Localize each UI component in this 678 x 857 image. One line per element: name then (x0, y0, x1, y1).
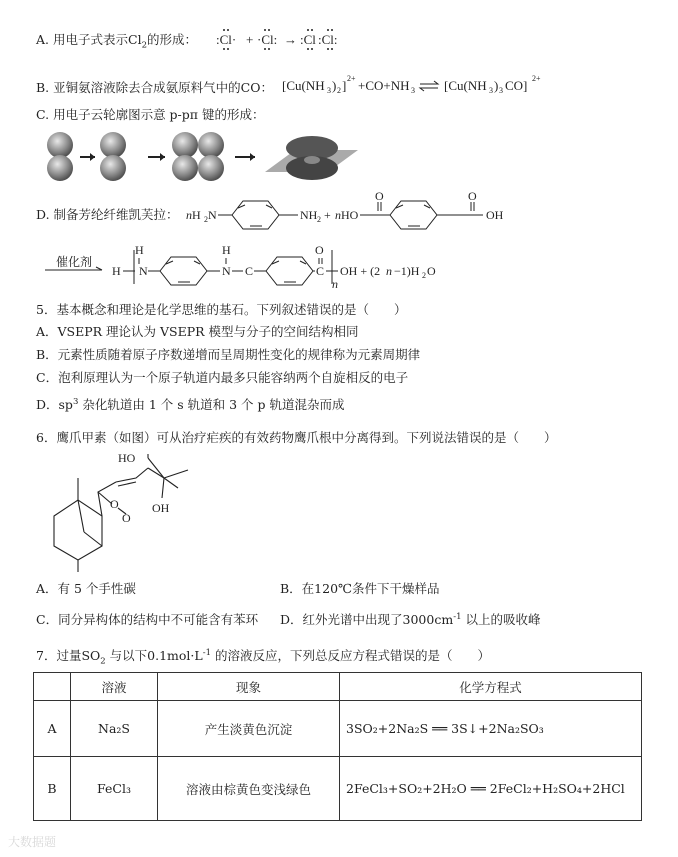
table-header-row (34, 673, 642, 701)
svg-text:N: N (208, 208, 217, 222)
svg-text:3: 3 (489, 86, 493, 95)
yingzhaosu-structure (38, 448, 218, 576)
q7-sub: 2 (100, 656, 106, 667)
svg-text:→: → (284, 32, 297, 47)
option-c (36, 107, 264, 123)
svg-text:[Cu(NH: [Cu(NH (444, 78, 487, 93)
svg-text:): ) (494, 78, 499, 93)
q6-d-sup: -1 (453, 611, 462, 622)
svg-text:+: + (246, 32, 254, 47)
option-a-label: A. (36, 32, 50, 47)
row-solution: Na₂S (71, 701, 158, 757)
svg-text:CO]: CO] (505, 78, 528, 93)
table-header: 现象 (158, 673, 340, 701)
svg-text:O: O (375, 189, 384, 203)
svg-text:C: C (316, 264, 325, 278)
q6-stem: 6．鹰爪甲素（如图）可从治疗疟疾的有效药物鹰爪根中分离得到。下列说法错误的是（ ） (36, 430, 557, 445)
svg-text:H: H (222, 243, 231, 257)
q5-option-c: C．泡利原理认为一个原子轨道内最多只能容纳两个自旋相反的电子 (36, 370, 409, 385)
row-label: A (34, 701, 71, 757)
option-b-text: 亚铜氨溶液除去合成氨原料气中的CO： (53, 80, 273, 95)
svg-text:H: H (112, 264, 121, 278)
svg-text:2: 2 (317, 215, 321, 224)
svg-text:nHO: nHO (335, 208, 359, 222)
svg-text:n: n (386, 264, 392, 278)
q5-option-b: B．元素性质随着原子序数递增而呈周期性变化的规律称为元素周期律 (36, 347, 421, 362)
svg-text:H: H (135, 243, 144, 257)
svg-text:−1)H: −1)H (394, 264, 420, 278)
q7-pre: 7．过量SO (36, 648, 101, 663)
q5-d-pre: D．sp (36, 397, 73, 412)
svg-text:2: 2 (204, 215, 208, 224)
option-a-sub: 2 (141, 40, 147, 51)
svg-text:O: O (468, 189, 477, 203)
q5-stem: 5．基本概念和理论是化学思维的基石。下列叙述错误的是（ ） (36, 302, 407, 317)
row-phenomenon: 产生淡黄色沉淀 (158, 701, 340, 757)
table-header (34, 673, 71, 701)
svg-text:]: ] (342, 78, 347, 93)
option-c-label: C. (36, 107, 50, 122)
svg-text:NH: NH (300, 208, 318, 222)
svg-text:2: 2 (422, 271, 426, 280)
table-row (34, 757, 642, 821)
row-label: B (34, 757, 71, 821)
svg-text:C: C (245, 264, 254, 278)
svg-text:N: N (222, 264, 231, 278)
svg-text:3: 3 (327, 86, 331, 95)
svg-text:2+: 2+ (347, 74, 356, 83)
svg-text:OH: OH (152, 501, 170, 515)
q7-sup: -1 (202, 647, 211, 658)
option-b-label: B. (36, 80, 50, 95)
svg-text:O: O (427, 264, 436, 278)
q7-stem (36, 647, 490, 667)
q6-d-post: 以上的吸收峰 (461, 612, 541, 627)
option-d-label: D. (36, 207, 50, 222)
svg-text:O: O (315, 243, 324, 257)
row-equation: 3SO₂+2Na₂S ══ 3S↓+2Na₂SO₃ (340, 701, 642, 757)
option-a-text: 用电子式表示Cl (53, 32, 142, 47)
row-phenomenon: 溶液由棕黄色变浅绿色 (158, 757, 340, 821)
q5-d-post: 杂化轨道由 1 个 s 轨道和 3 个 p 轨道混杂而成 (78, 397, 345, 412)
q6-d-pre: D．红外光谱中出现了3000cm (280, 612, 454, 627)
q7-mid: 与以下0.1mol·L (105, 648, 203, 663)
option-a (36, 32, 197, 51)
row-solution: FeCl₃ (71, 757, 158, 821)
option-b (36, 80, 273, 96)
svg-text:3: 3 (499, 86, 503, 95)
svg-text:HO: HO (118, 451, 136, 465)
copper-ammonia-equation (280, 70, 580, 100)
svg-text:OH: OH (486, 208, 504, 222)
svg-text:+: + (324, 208, 331, 222)
svg-text:2+: 2+ (532, 74, 541, 83)
option-a-tail: 的形成： (146, 32, 197, 47)
svg-text:OH + (2: OH + (2 (340, 264, 381, 278)
table-row (34, 701, 642, 757)
q5-option-a: A．VSEPR 理论认为 VSEPR 模型与分子的空间结构相同 (36, 324, 359, 339)
svg-text::Cl: :Cl (300, 32, 316, 47)
q7-post: 的溶液反应，下列总反应方程式错误的是（ ） (210, 648, 490, 663)
p-orbital-diagram (40, 128, 360, 186)
svg-text:): ) (332, 78, 337, 93)
svg-text:·Cl:: ·Cl: (257, 32, 278, 47)
kevlar-synthesis-equation (40, 188, 520, 298)
q5-d-sup: 3 (72, 396, 79, 407)
option-d-text: 制备芳纶纤维凯芙拉： (53, 207, 179, 222)
svg-text:nH: nH (186, 208, 201, 222)
svg-text:N: N (139, 264, 148, 278)
catalyst-label: 催化剂 (56, 255, 93, 269)
q6-option-b: B．在120℃条件下干燥样品 (280, 581, 440, 596)
svg-text:n: n (332, 277, 338, 291)
svg-text:[Cu(NH: [Cu(NH (282, 78, 325, 93)
row-equation: 2FeCl₃+SO₂+2H₂O ══ 2FeCl₂+H₂SO₄+2HCl (340, 757, 642, 821)
q6-option-a: A．有 5 个手性碳 (36, 581, 136, 596)
svg-text:+CO+NH: +CO+NH (358, 78, 410, 93)
reaction-table (33, 672, 642, 821)
option-c-text: 用电子云轮廓图示意 p-pπ 键的形成： (53, 107, 265, 122)
table-header: 溶液 (71, 673, 158, 701)
svg-text::Cl·: :Cl· (216, 32, 237, 47)
watermark: 大数据题 (8, 835, 57, 849)
table-header: 化学方程式 (340, 673, 642, 701)
electron-dot-formula (212, 24, 342, 54)
q5-option-d (36, 397, 344, 413)
q6-option-c: C．同分异构体的结构中不可能含有苯环 (36, 612, 259, 627)
q6-option-d (280, 612, 540, 628)
svg-text:2: 2 (337, 86, 341, 95)
svg-text:O: O (122, 511, 131, 525)
svg-text:O: O (110, 497, 119, 511)
svg-text::Cl:: :Cl: (318, 32, 338, 47)
svg-text:3: 3 (411, 86, 415, 95)
